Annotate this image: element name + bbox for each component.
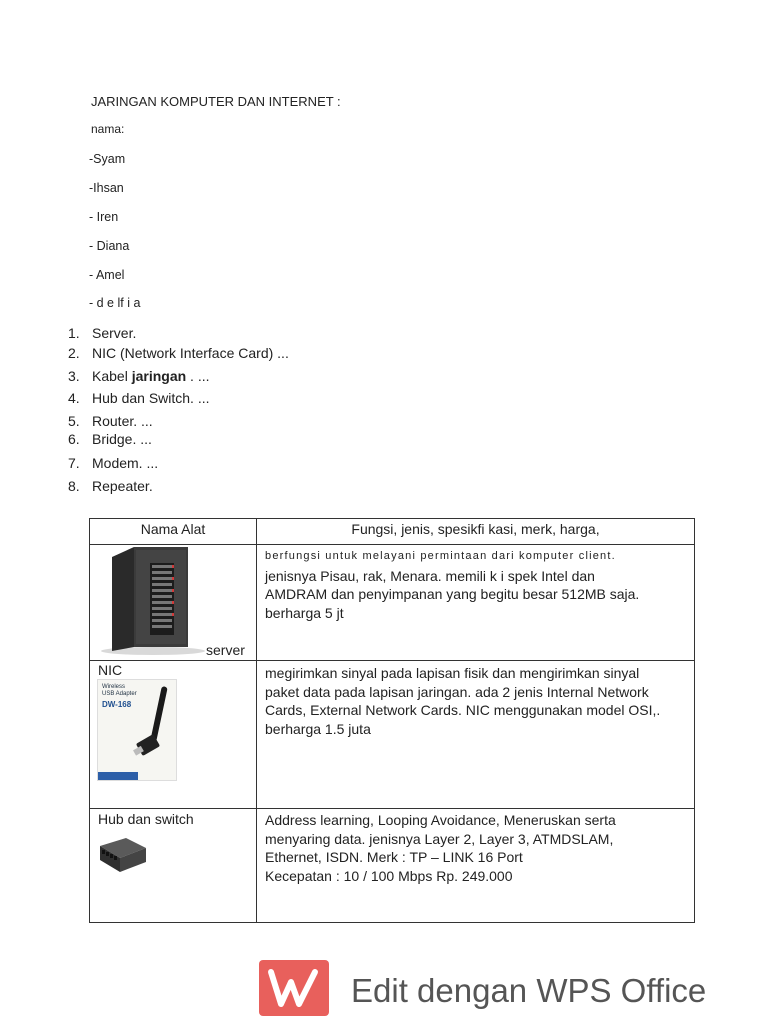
header-nama-alat: Nama Alat xyxy=(90,519,257,545)
wifi-adapter-icon xyxy=(132,686,172,766)
hub-desc-line: menyaring data. jenisnya Layer 2, Layer 3, ATMDSLAM, xyxy=(265,830,614,847)
nic-desc-line: berharga 1.5 juta xyxy=(265,720,371,737)
list-item: 7. Modem. ... xyxy=(68,455,159,471)
table-header-row xyxy=(90,519,695,545)
list-item: 3. Kabel jaringan . ... xyxy=(68,368,210,384)
nic-label: NIC xyxy=(98,662,123,678)
nic-image xyxy=(97,679,177,781)
wps-edit-banner[interactable] xyxy=(259,960,707,1016)
server-desc-cell xyxy=(257,545,695,661)
wps-edit-text[interactable]: Edit dengan WPS Office xyxy=(351,972,707,1009)
hub-desc-line: Kecepatan : 10 / 100 Mbps Rp. 249.000 xyxy=(265,867,513,884)
nic-box-text: DW-168 xyxy=(102,700,132,709)
server-desc-line: jenisnya Pisau, rak, Menara. memili k i spek Intel dan xyxy=(265,567,595,584)
hub-desc-line: Ethernet, ISDN. Merk : TP – LINK 16 Port xyxy=(265,849,523,865)
nic-desc-cell xyxy=(257,661,695,809)
header-fungsi: Fungsi, jenis, spesikfi kasi, merk, harga, xyxy=(257,519,695,545)
member-name: - Amel xyxy=(89,268,125,282)
member-name: - Iren xyxy=(89,210,119,224)
table-row xyxy=(90,545,695,661)
list-item: 8. Repeater. xyxy=(68,478,153,494)
nic-name-cell xyxy=(90,661,257,809)
member-name: -Syam xyxy=(89,152,126,166)
server-desc-line: AMDRAM dan penyimpanan yang begitu besar 512MB saja. xyxy=(265,586,640,602)
server-desc-line: berharga 5 jt xyxy=(265,604,344,621)
wps-logo-icon xyxy=(259,960,329,1016)
list-item: 4. Hub dan Switch. ... xyxy=(68,390,210,406)
hub-name-cell xyxy=(90,809,257,923)
server-image xyxy=(98,547,208,655)
list-item: 5. Router. ... xyxy=(68,413,153,429)
list-item: 6. Bridge. ... xyxy=(68,431,152,447)
nic-box-text: Wireless xyxy=(102,684,126,690)
table-row xyxy=(90,809,695,923)
nama-label: nama: xyxy=(91,122,125,136)
hub-label: Hub dan switch xyxy=(98,811,194,827)
table-row xyxy=(90,661,695,809)
tools-table xyxy=(89,518,695,923)
member-name: - d e lf i a xyxy=(89,296,141,310)
server-desc-line: berfungsi untuk melayani permintaan dari komputer client. xyxy=(265,550,616,562)
nic-desc-line: paket data pada lapisan jaringan. ada 2 jenis Internal Network xyxy=(265,683,649,700)
member-name: -Ihsan xyxy=(89,181,124,195)
server-name-cell xyxy=(90,545,257,661)
list-item: 2. NIC (Network Interface Card) ... xyxy=(68,345,289,361)
switch-image xyxy=(96,836,148,876)
member-name: - Diana xyxy=(89,239,130,253)
server-label: server xyxy=(206,642,245,658)
nic-box-text: USB Adapter xyxy=(102,691,137,697)
nic-desc-line: Cards, External Network Cards. NIC menggunakan model OSI,. xyxy=(265,702,661,718)
hub-desc-line: Address learning, Looping Avoidance, Meneruskan serta xyxy=(265,812,616,828)
nic-desc-line: megirimkan sinyal pada lapisan fisik dan mengirimkan sinyal xyxy=(265,665,640,681)
list-item: 1. Server. xyxy=(68,325,137,341)
document-title: JARINGAN KOMPUTER DAN INTERNET : xyxy=(91,94,341,109)
hub-desc-cell xyxy=(257,809,695,923)
